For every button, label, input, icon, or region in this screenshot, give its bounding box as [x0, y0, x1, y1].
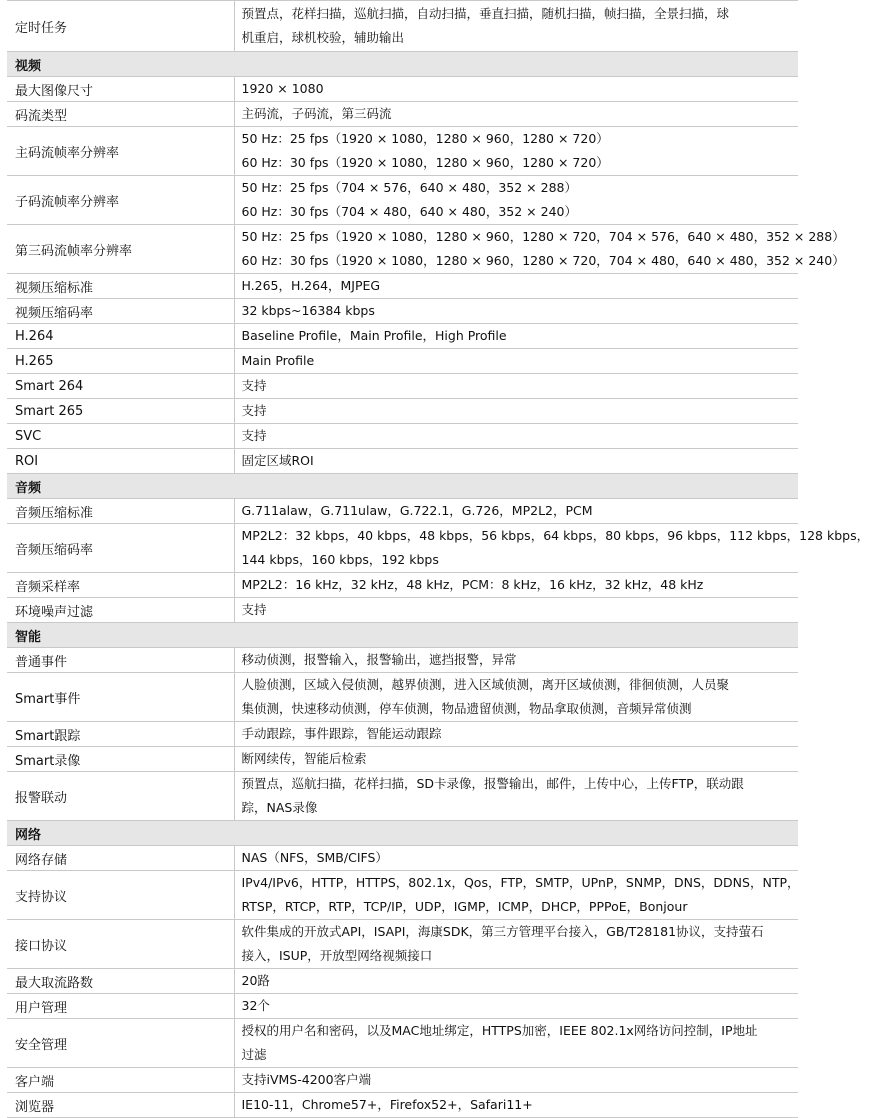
spec-value [234, 994, 798, 1019]
spec-row [7, 399, 798, 424]
spec-value [234, 598, 798, 623]
spec-label: Smart 264 [7, 374, 234, 399]
spec-value-line: Baseline Profile，Main Profile，High Profile [241, 328, 507, 343]
spec-value-line: Main Profile [241, 353, 315, 368]
spec-value-line: 支持 [241, 602, 267, 617]
spec-value-line: MP2L2：32 kbps，40 kbps，48 kbps，56 kbps，64 kbps，80 kbps，96 kbps，112 kbps，128 kbps， [241, 528, 869, 543]
spec-value [234, 846, 798, 871]
spec-value-line: 主码流，子码流，第三码流 [241, 106, 392, 121]
spec-label: 视频压缩码率 [7, 299, 234, 324]
spec-value-line: 预置点，巡航扫描，花样扫描，SD卡录像，报警输出，邮件，上传中心，上传FTP，联动跟 [241, 776, 744, 791]
spec-value [234, 176, 798, 225]
section-header [7, 474, 798, 499]
spec-row [7, 424, 798, 449]
spec-label: 音频压缩标准 [7, 499, 234, 524]
spec-value-line: 预置点，花样扫描，巡航扫描，自动扫描，垂直扫描，随机扫描，帧扫描，全景扫描，球 [241, 6, 730, 21]
spec-value [234, 225, 845, 274]
spec-row [7, 920, 798, 969]
spec-row [7, 349, 798, 374]
spec-label: 音频压缩码率 [7, 524, 234, 573]
spec-value-line: 32个 [241, 998, 270, 1013]
spec-value [234, 102, 798, 127]
spec-sheet [7, 0, 869, 1118]
section-header [7, 623, 798, 648]
spec-value [234, 324, 798, 349]
spec-label: 码流类型 [7, 102, 234, 127]
spec-value [234, 424, 798, 449]
spec-row [7, 1, 798, 52]
spec-value [234, 127, 798, 176]
spec-label: 客户端 [7, 1068, 234, 1093]
spec-row [7, 127, 798, 176]
spec-label: 支持协议 [7, 871, 234, 920]
spec-value-line: 支持 [241, 403, 267, 418]
spec-value-line: 50 Hz：25 fps（1920 × 1080，1280 × 960，1280 × 720） [241, 131, 609, 146]
spec-label: Smart录像 [7, 747, 234, 772]
spec-label: Smart跟踪 [7, 722, 234, 747]
section-title: 智能 [7, 623, 798, 648]
spec-row [7, 747, 798, 772]
spec-label: 第三码流帧率分辨率 [7, 225, 234, 274]
spec-value [234, 524, 869, 573]
spec-value [234, 274, 798, 299]
spec-value [234, 871, 798, 920]
spec-row [7, 77, 798, 102]
spec-value-line: 人脸侦测，区域入侵侦测，越界侦测，进入区域侦测，离开区域侦测，徘徊侦测，人员聚 [241, 677, 730, 692]
spec-value [234, 374, 798, 399]
spec-value [234, 399, 798, 424]
spec-value [234, 722, 798, 747]
spec-label: H.264 [7, 324, 234, 349]
spec-row [7, 176, 798, 225]
spec-row [7, 1093, 798, 1118]
spec-value-line: 手动跟踪，事件跟踪，智能运动跟踪 [241, 726, 442, 741]
spec-row [7, 324, 798, 349]
section-title: 网络 [7, 821, 798, 846]
spec-label: 子码流帧率分辨率 [7, 176, 234, 225]
spec-label: 定时任务 [7, 1, 234, 52]
spec-label: 浏览器 [7, 1093, 234, 1118]
spec-label: SVC [7, 424, 234, 449]
spec-label: ROI [7, 449, 234, 474]
spec-row [7, 573, 798, 598]
spec-value [234, 573, 798, 598]
spec-row [7, 598, 798, 623]
spec-value-line: RTSP，RTCP，RTP，TCP/IP，UDP，IGMP，ICMP，DHCP，PPPoE，Bonjour [241, 899, 688, 914]
spec-label: 视频压缩标准 [7, 274, 234, 299]
spec-row [7, 449, 798, 474]
spec-row [7, 1019, 798, 1068]
spec-row [7, 374, 798, 399]
spec-value [234, 77, 798, 102]
spec-value [234, 349, 798, 374]
spec-value-line: 授权的用户名和密码，以及MAC地址绑定，HTTPS加密，IEEE 802.1x网络访问控制，IP地址 [241, 1023, 758, 1038]
spec-value [234, 772, 798, 821]
spec-label: 主码流帧率分辨率 [7, 127, 234, 176]
spec-value-line: IE10-11，Chrome57+，Firefox52+，Safari11+ [241, 1097, 533, 1112]
spec-row [7, 648, 798, 673]
spec-value-line: 机重启，球机校验，辅助输出 [241, 30, 405, 45]
spec-value-line: 32 kbps~16384 kbps [241, 303, 375, 318]
spec-value-line: 144 kbps，160 kbps，192 kbps [241, 552, 439, 567]
spec-value [234, 648, 798, 673]
spec-row [7, 994, 798, 1019]
spec-value-line: H.265，H.264，MJPEG [241, 278, 381, 293]
spec-value [234, 499, 798, 524]
spec-value-line: 移动侦测，报警输入，报警输出，遮挡报警，异常 [241, 652, 517, 667]
spec-value-line: 断网续传，智能后检索 [241, 751, 367, 766]
spec-value-line: 支持iVMS-4200客户端 [241, 1072, 372, 1087]
spec-label: 用户管理 [7, 994, 234, 1019]
section-title: 音频 [7, 474, 798, 499]
spec-value [234, 299, 798, 324]
spec-row [7, 102, 798, 127]
spec-label: 报警联动 [7, 772, 234, 821]
spec-value-line: 接入，ISUP，开放型网络视频接口 [241, 948, 433, 963]
spec-row [7, 499, 798, 524]
spec-value [234, 449, 798, 474]
spec-value [234, 747, 798, 772]
spec-value-line: 支持 [241, 428, 267, 443]
spec-row [7, 299, 798, 324]
spec-value-line: G.711alaw，G.711ulaw，G.722.1，G.726，MP2L2，PCM [241, 503, 593, 518]
spec-value-line: MP2L2：16 kHz，32 kHz，48 kHz，PCM：8 kHz，16 kHz，32 kHz，48 kHz [241, 577, 704, 592]
spec-value [234, 673, 798, 722]
spec-value [234, 969, 798, 994]
spec-label: 接口协议 [7, 920, 234, 969]
spec-label: 最大取流路数 [7, 969, 234, 994]
spec-value-line: 50 Hz：25 fps（1920 × 1080，1280 × 960，1280 × 720，704 × 576，640 × 480，352 × 288） [241, 229, 845, 244]
section-header [7, 821, 798, 846]
spec-row [7, 1068, 798, 1093]
spec-row [7, 772, 798, 821]
spec-value [234, 920, 798, 969]
spec-label: 最大图像尺寸 [7, 77, 234, 102]
spec-label: 环境噪声过滤 [7, 598, 234, 623]
spec-table-body [7, 1, 869, 1118]
spec-row [7, 274, 798, 299]
spec-value-line: 60 Hz：30 fps（1920 × 1080，1280 × 960，1280 × 720，704 × 480，640 × 480，352 × 240） [241, 253, 845, 268]
spec-label: H.265 [7, 349, 234, 374]
spec-table [7, 0, 869, 1118]
section-title: 视频 [7, 52, 798, 77]
spec-value [234, 1, 798, 52]
spec-row [7, 969, 798, 994]
spec-row [7, 673, 798, 722]
spec-value-line: 20路 [241, 973, 270, 988]
spec-label: 安全管理 [7, 1019, 234, 1068]
spec-value-line: 过滤 [241, 1047, 267, 1062]
section-header [7, 52, 798, 77]
spec-value-line: 50 Hz：25 fps（704 × 576，640 × 480，352 × 288） [241, 180, 577, 195]
spec-value-line: 踪，NAS录像 [241, 800, 318, 815]
spec-value-line: IPv4/IPv6，HTTP，HTTPS，802.1x，Qos，FTP，SMTP，UPnP，SNMP，DNS，DDNS，NTP， [241, 875, 800, 890]
spec-value-line: 固定区域ROI [241, 453, 314, 468]
spec-row [7, 225, 798, 274]
spec-row [7, 524, 798, 573]
spec-value [234, 1068, 798, 1093]
spec-label: 普通事件 [7, 648, 234, 673]
spec-value-line: 支持 [241, 378, 267, 393]
spec-value-line: 软件集成的开放式API，ISAPI，海康SDK，第三方管理平台接入，GB/T28181协议，支持萤石 [241, 924, 764, 939]
spec-label: Smart 265 [7, 399, 234, 424]
spec-label: 网络存储 [7, 846, 234, 871]
spec-value [234, 1093, 798, 1118]
spec-row [7, 722, 798, 747]
spec-value-line: 60 Hz：30 fps（704 × 480，640 × 480，352 × 240） [241, 204, 577, 219]
spec-value-line: NAS（NFS，SMB/CIFS） [241, 850, 388, 865]
spec-value-line: 1920 × 1080 [241, 81, 324, 96]
spec-label: Smart事件 [7, 673, 234, 722]
spec-row [7, 846, 798, 871]
spec-label: 音频采样率 [7, 573, 234, 598]
spec-value-line: 60 Hz：30 fps（1920 × 1080，1280 × 960，1280 × 720） [241, 155, 609, 170]
spec-value-line: 集侦测，快速移动侦测，停车侦测，物品遗留侦测，物品拿取侦测，音频异常侦测 [241, 701, 692, 716]
spec-row [7, 871, 798, 920]
spec-value [234, 1019, 798, 1068]
